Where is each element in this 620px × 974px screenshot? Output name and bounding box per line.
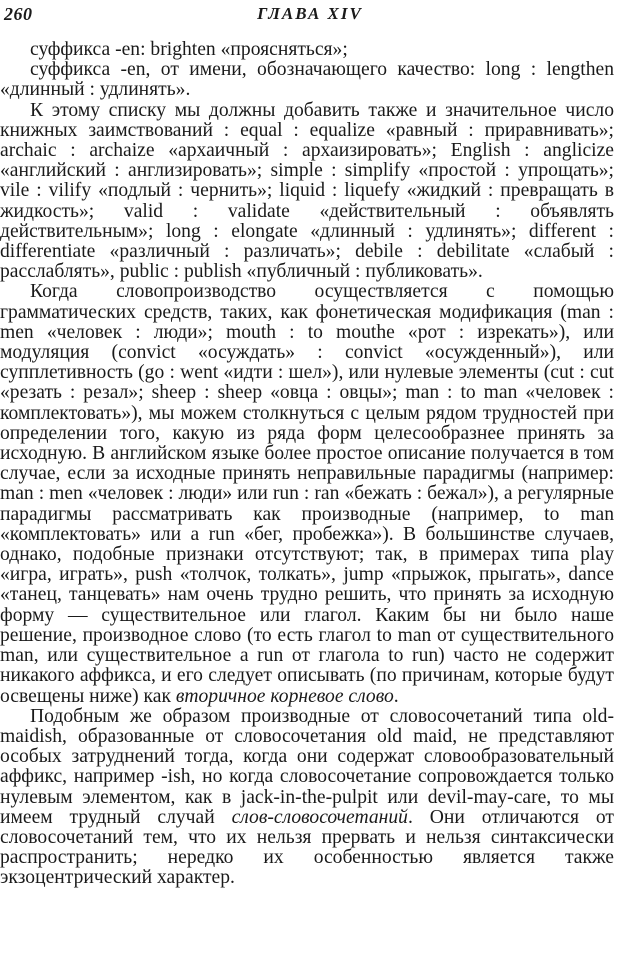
running-head: ГЛАВА XIV — [257, 4, 363, 23]
paragraph: Подобным же образом производные от словосочетаний типа old-maidish, образованные от словосочетания old maid, не представляют особых затруднений тогда, когда они содержат словообразовательный аффикс, например -ish, но когда словосочетание сопровождается только нулевым элементом, как в jack-in-the-pulpit или devil-may-care, то мы имеем трудный случай слов-словосочетаний. Они отличаются от словосочетаний тем, что их нельзя прервать и нельзя синтаксически распространить; нередко их особенностью является также экзоцентрический характер. — [0, 705, 614, 889]
page-header — [0, 4, 620, 28]
page-number: 260 — [4, 4, 33, 24]
paragraph: суффикса -en, от имени, обозначающего качество: long : lengthen «длинный : удлинять». — [0, 59, 614, 101]
paragraph: Когда словопроизводство осуществляется с помощью грамматических средств, таких, как фонетическая модификация (man : men «человек : люди»; mouth : to mouthe «рот : изрекать»), или модуляция (convict «осуждать» : convict «осужденный»), или супплетивность (go : went «идти : шел»), или нулевые элементы (cut : cut «резать : резал»; sheep : sheep «овца : овцы»; man : to man «человек : комплектовать»), мы можем столкнуться с целым рядом трудностей при определении того, какую из ряда форм целесообразнее принять за исходную. В английском языке более простое описание получается в том случае, если за исходные принять неправильные парадигмы (например: man : men «человек : люди» или run : ran «бежать : бежал»), а регулярные парадигмы рассматривать как производные (например, to man «комплектовать» или a run «бег, пробежка»). В большинстве случаев, однако, подобные признаки отсутствуют; так, в примерах типа play «игра, играть», push «толчок, толкать», jump «прыжок, прыгать», dance «танец, танцевать» нам очень трудно решить, что принять за исходную форму — существительное или глагол. Каким бы ни было наше решение, производное слово (то есть глагол to man от существительного man, или существительное a run от глагола to run) часто не содержит никакого аффикса, и его следует описывать (по причинам, которые будут освещены ниже) как вторичное корневое слово. — [0, 281, 614, 707]
paragraph: К этому списку мы должны добавить также и значительное число книжных заимствований : equal : equalize «равный : приравнивать»; archaic : archaize «архаичный : архаизировать»; English : anglicize «английский : англизировать»; simple : simplify «простой : упрощать»; vile : vilify «подлый : чернить»; liquid : liquefy «жидкий : превращать в жидкость»; valid : validate «действительный : объявлять действительным»; long : elongate «длинный : удлинять»; different : differentiate «различный : различать»; debile : debilitate «слабый : расслаблять», public : publish «публичный : публиковать». — [0, 99, 614, 283]
emphasis-term: вторичное корневое слово — [175, 685, 394, 707]
emphasis-term: слов-словосочетаний — [231, 806, 408, 828]
body-text — [0, 40, 614, 889]
paragraph: суффикса -en: brighten «проясняться»; — [30, 39, 348, 60]
